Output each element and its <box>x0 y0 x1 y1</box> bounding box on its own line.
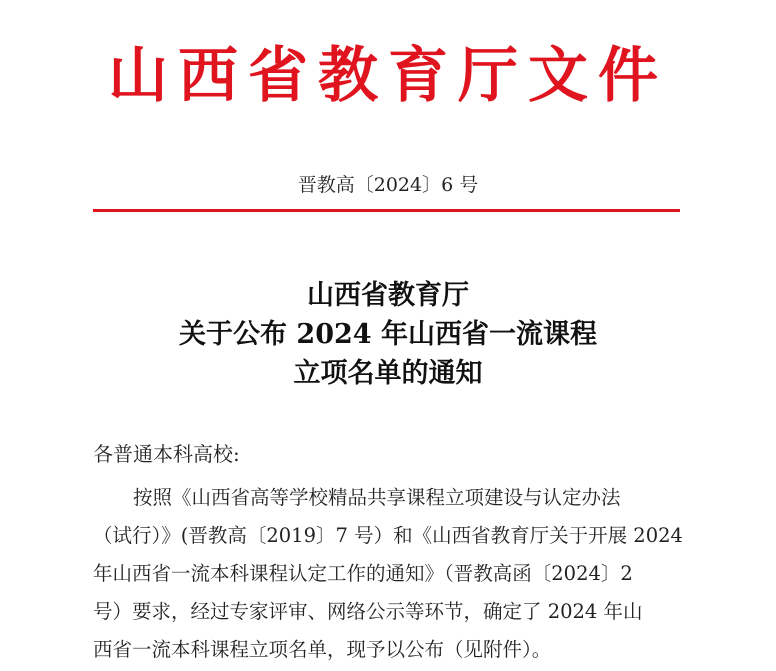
notice-title <box>0 276 776 393</box>
body-line-4: 号）要求，经过专家评审、网络公示等环节，确定了 2024 年山 <box>93 600 643 623</box>
body-line-1: 按照《山西省高等学校精品共享课程立项建设与认定办法 <box>133 486 621 509</box>
body-paragraph <box>93 479 685 669</box>
document-header-title: 山西省教育厅文件 <box>108 41 668 111</box>
document-number: 晋教高〔2024〕6 号 <box>297 174 479 196</box>
body-line-5: 西省一流本科课程立项名单，现予以公布（见附件）。 <box>93 638 552 661</box>
notice-title-line-2: 关于公布 2024 年山西省一流课程 <box>179 319 597 350</box>
notice-title-line-3: 立项名单的通知 <box>293 358 483 389</box>
notice-title-line-1: 山西省教育厅 <box>307 280 469 311</box>
red-divider <box>93 209 680 212</box>
body-line-2: （试行）》(晋教高〔2019〕7 号）和《山西省教育厅关于开展 2024 <box>93 524 683 547</box>
salutation: 各普通本科高校: <box>93 442 240 466</box>
body-line-3: 年山西省一流本科课程认定工作的通知》（晋教高函〔2024〕2 <box>93 562 633 585</box>
